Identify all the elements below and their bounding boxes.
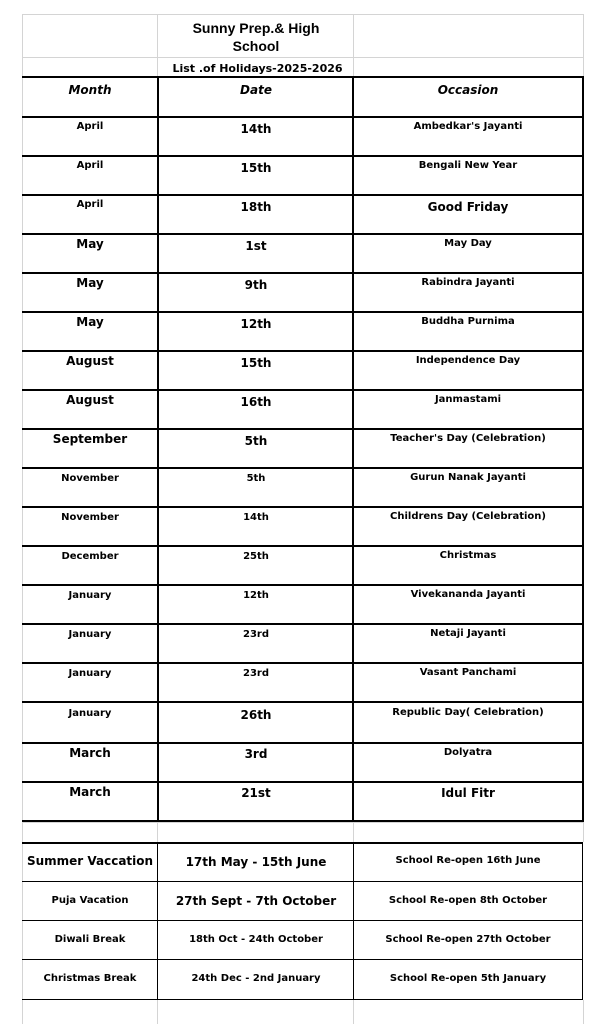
table-border bbox=[582, 76, 584, 822]
vacation-reopen: School Re-open 8th October bbox=[388, 895, 548, 906]
vacation-period: 18th Oct - 24th October bbox=[189, 934, 323, 945]
header-date: Date bbox=[240, 83, 272, 97]
vacation-period: 24th Dec - 2nd January bbox=[191, 973, 321, 984]
row-occasion: Teacher's Day (Celebration) bbox=[390, 433, 546, 444]
row-date: 23rd bbox=[242, 629, 269, 640]
row-date: 16th bbox=[240, 395, 272, 409]
row-date: 14th bbox=[243, 512, 269, 523]
row-date: 15th bbox=[240, 161, 272, 175]
row-month: May bbox=[76, 237, 104, 251]
header-occasion: Occasion bbox=[437, 83, 499, 97]
grid-line bbox=[22, 57, 584, 58]
vacation-period: 27th Sept - 7th October bbox=[175, 894, 337, 908]
row-occasion: Janmastami bbox=[434, 394, 502, 405]
table-border bbox=[22, 155, 583, 157]
table-border bbox=[22, 506, 583, 508]
vacation-reopen: School Re-open 5th January bbox=[389, 973, 547, 984]
row-occasion: Bengali New Year bbox=[418, 160, 518, 171]
list-title: List .of Holidays-2025-2026 bbox=[172, 62, 343, 75]
row-month: November bbox=[61, 512, 119, 523]
table-border bbox=[22, 742, 583, 744]
row-occasion: Gurun Nanak Jayanti bbox=[410, 472, 526, 483]
row-occasion: Buddha Purnima bbox=[421, 316, 515, 327]
row-month: April bbox=[76, 199, 104, 210]
table-border bbox=[22, 820, 583, 822]
row-occasion: Dolyatra bbox=[443, 747, 493, 758]
row-occasion: Rabindra Jayanti bbox=[421, 277, 515, 288]
row-occasion: May Day bbox=[444, 238, 492, 249]
row-date: 5th bbox=[244, 434, 268, 448]
row-month: January bbox=[68, 708, 112, 719]
row-month: March bbox=[69, 785, 111, 799]
row-occasion: Vivekananda Jayanti bbox=[410, 589, 526, 600]
school-name: Sunny Prep.& High School bbox=[192, 20, 320, 54]
row-occasion: Good Friday bbox=[427, 200, 509, 214]
table-border bbox=[22, 233, 583, 235]
table-border bbox=[22, 920, 583, 921]
table-border bbox=[22, 272, 583, 274]
row-occasion: Independence Day bbox=[415, 355, 521, 366]
row-month: April bbox=[76, 160, 104, 171]
table-border bbox=[22, 662, 583, 664]
vacation-period: 17th May - 15th June bbox=[185, 855, 327, 869]
row-date: 15th bbox=[240, 356, 272, 370]
row-month: January bbox=[68, 668, 112, 679]
grid-line bbox=[157, 1000, 158, 1024]
row-date: 1st bbox=[245, 239, 267, 253]
table-border bbox=[22, 428, 583, 430]
row-month: May bbox=[76, 315, 104, 329]
grid-line bbox=[353, 822, 354, 842]
table-border bbox=[22, 999, 583, 1000]
row-month: August bbox=[66, 393, 114, 407]
table-border bbox=[22, 584, 583, 586]
grid-line bbox=[157, 822, 158, 842]
row-occasion: Netaji Jayanti bbox=[430, 628, 506, 639]
row-date: 14th bbox=[240, 122, 272, 136]
row-date: 12th bbox=[243, 590, 269, 601]
row-occasion: Christmas bbox=[439, 550, 497, 561]
row-month: November bbox=[61, 473, 119, 484]
vacation-name: Puja Vacation bbox=[51, 895, 129, 906]
row-date: 18th bbox=[240, 200, 272, 214]
row-month: January bbox=[68, 629, 112, 640]
row-month: April bbox=[76, 121, 104, 132]
row-month: August bbox=[66, 354, 114, 368]
table-border bbox=[22, 959, 583, 960]
table-border bbox=[22, 881, 583, 882]
vacation-name: Diwali Break bbox=[54, 934, 126, 945]
table-border bbox=[22, 311, 583, 313]
table-border bbox=[22, 701, 583, 703]
row-month: March bbox=[69, 746, 111, 760]
table-border bbox=[22, 350, 583, 352]
grid-line bbox=[583, 1000, 584, 1024]
table-border bbox=[22, 545, 583, 547]
grid-line bbox=[583, 14, 584, 76]
row-date: 25th bbox=[243, 551, 269, 562]
row-date: 3rd bbox=[244, 747, 268, 761]
vacation-name: Christmas Break bbox=[43, 973, 137, 984]
row-date: 26th bbox=[240, 708, 272, 722]
row-date: 23rd bbox=[242, 668, 269, 679]
row-occasion: Childrens Day (Celebration) bbox=[390, 511, 546, 522]
table-border bbox=[22, 781, 583, 783]
row-date: 21st bbox=[241, 786, 271, 800]
header-month: Month bbox=[68, 83, 112, 97]
row-occasion: Vasant Panchami bbox=[419, 667, 517, 678]
row-month: December bbox=[61, 551, 119, 562]
row-occasion: Idul Fitr bbox=[441, 786, 495, 800]
table-border bbox=[22, 389, 583, 391]
row-occasion: Republic Day( Celebration) bbox=[392, 707, 544, 718]
vacation-reopen: School Re-open 16th June bbox=[395, 855, 541, 866]
row-date: 12th bbox=[240, 317, 272, 331]
table-border bbox=[22, 116, 583, 118]
grid-line bbox=[353, 1000, 354, 1024]
table-border bbox=[22, 76, 583, 78]
vacation-name: Summer Vaccation bbox=[26, 854, 154, 868]
row-month: September bbox=[52, 432, 128, 446]
grid-line bbox=[22, 822, 584, 823]
vacation-reopen: School Re-open 27th October bbox=[385, 934, 551, 945]
table-border bbox=[22, 467, 583, 469]
row-month: May bbox=[76, 276, 104, 290]
grid-line bbox=[22, 14, 584, 15]
row-month: January bbox=[68, 590, 112, 601]
table-border bbox=[582, 842, 583, 1000]
row-date: 9th bbox=[244, 278, 268, 292]
table-border bbox=[22, 623, 583, 625]
table-border bbox=[22, 194, 583, 196]
grid-line bbox=[583, 822, 584, 842]
row-date: 5th bbox=[246, 473, 266, 484]
row-occasion: Ambedkar's Jayanti bbox=[413, 121, 523, 132]
table-border bbox=[22, 842, 583, 844]
